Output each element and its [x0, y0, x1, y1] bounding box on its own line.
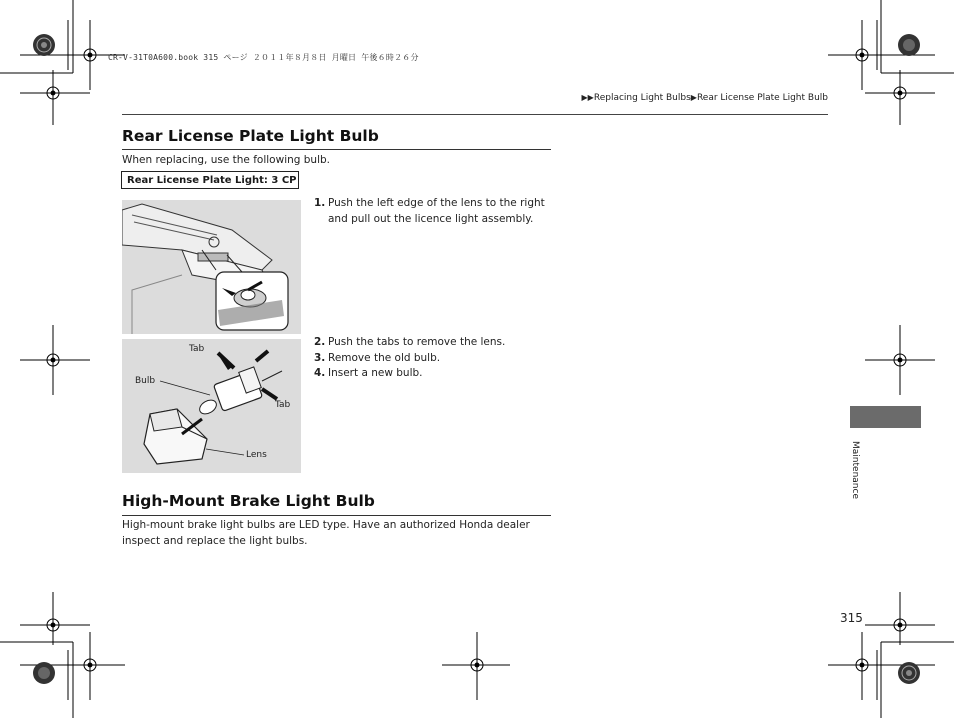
step-number: 2. — [314, 336, 326, 348]
breadcrumb — [582, 93, 828, 103]
steps-group-2 — [314, 335, 550, 382]
figure-license-light-removal — [122, 200, 301, 334]
step-text: Push the left edge of the lens to the right and pull out the licence light assembly. — [328, 197, 545, 225]
chapter-tab-marker — [850, 406, 921, 428]
section-title-brake-light: High-Mount Brake Light Bulb — [122, 492, 375, 510]
label-lens: Lens — [246, 450, 267, 460]
intro-text: When replacing, use the following bulb. — [122, 154, 331, 166]
print-info: CR-V-31T0A600.book 315 ページ ２０１１年８月８日 月曜日 午後６時２６分 — [108, 53, 419, 62]
chapter-label-maintenance[interactable]: Maintenance — [850, 441, 860, 499]
breadcrumb-separator: ▶ — [690, 93, 697, 102]
figure-bulb-lens — [122, 339, 301, 473]
section-rule — [122, 149, 551, 150]
tailgate-illustration — [122, 200, 301, 334]
step-text: Insert a new bulb. — [328, 367, 423, 379]
label-bulb: Bulb — [135, 376, 156, 386]
page-number: 315 — [840, 611, 863, 625]
section-title-license-light: Rear License Plate Light Bulb — [122, 127, 379, 145]
bulb-spec-box: Rear License Plate Light: 3 CP — [121, 171, 299, 189]
section-rule — [122, 515, 551, 516]
label-tab-right: Tab — [275, 400, 291, 410]
breadcrumb-arrows: ▶▶ — [581, 93, 594, 102]
step-item — [314, 335, 550, 351]
label-tab-top: Tab — [189, 344, 205, 354]
step-text: Remove the old bulb. — [328, 351, 441, 364]
step-number: 1. — [314, 197, 326, 209]
step-number: 3. — [314, 351, 326, 364]
brake-light-text: High-mount brake light bulbs are LED type. Have an authorized Honda dealer inspect and replace the light bulbs. — [122, 519, 530, 547]
steps-group-1 — [314, 196, 550, 227]
step-item — [314, 196, 550, 227]
breadcrumb-link-replacing-bulbs[interactable]: Replacing Light Bulbs — [593, 93, 691, 103]
step-item — [314, 366, 550, 382]
header-rule — [122, 114, 828, 115]
step-item — [314, 351, 550, 367]
step-number: 4. — [314, 367, 326, 379]
breadcrumb-current: Rear License Plate Light Bulb — [696, 93, 828, 103]
step-text: Push the tabs to remove the lens. — [328, 336, 506, 348]
